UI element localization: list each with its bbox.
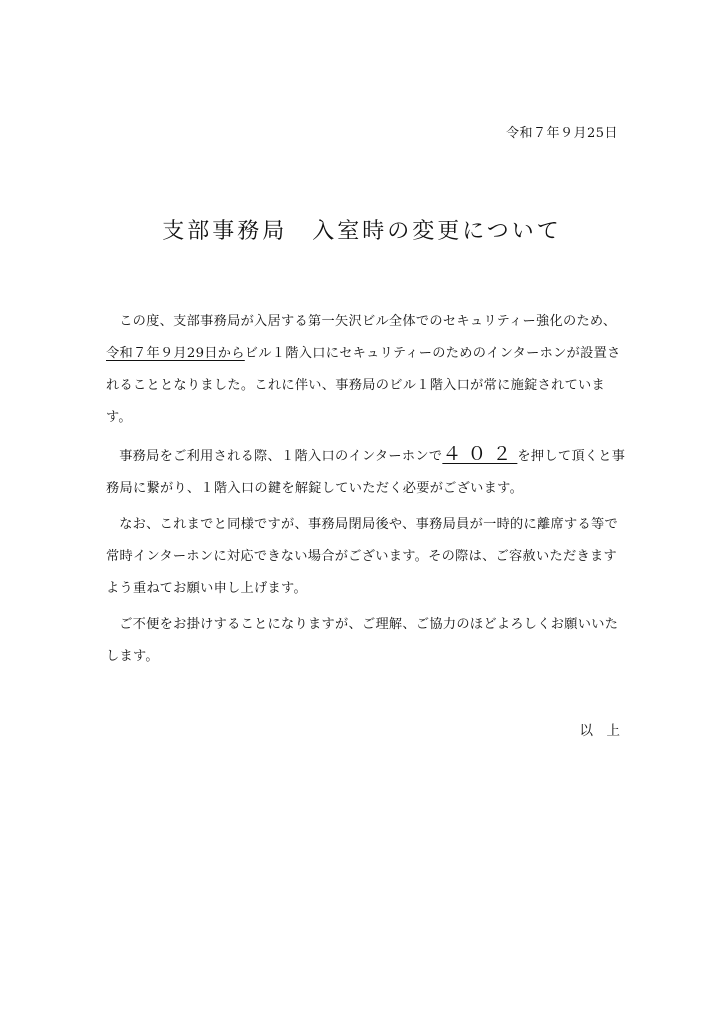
document-date: 令和７年９月25日 bbox=[505, 126, 618, 141]
paragraph-4: ご不便をお掛けすることになりますが、ご理解、ご協力のほどよろしくお願いいたします。 bbox=[106, 617, 619, 664]
document-body bbox=[106, 306, 626, 673]
closing-mark: 以 上 bbox=[579, 723, 620, 739]
intercom-room-number: ４０２ bbox=[442, 443, 518, 465]
paragraph-2-text-a: 事務局をご利用される際、１階入口のインターホンで bbox=[119, 449, 443, 464]
paragraph-1-text-a: この度、支部事務局が入居する第一矢沢ビル全体でのセキュリティー強化のため、 bbox=[119, 314, 617, 329]
paragraph-2 bbox=[106, 438, 626, 505]
paragraph-2-text-b: を押して頂くと事務局に繋がり、１階入口の鍵を解錠していただく必要がございます。 bbox=[106, 449, 626, 496]
paragraph-1 bbox=[106, 306, 626, 434]
start-date-underlined: 令和７年９月29日から bbox=[106, 346, 245, 361]
paragraph-1-text-b: ビル１階入口にセキュリティーのためのインターホンが設置されることとなりました。これに伴い、事務局のビル１階入口が常に施錠されています。 bbox=[106, 346, 621, 425]
document-title: 支部事務局 入室時の変更について bbox=[162, 219, 562, 244]
paragraph-3: なお、これまでと同様ですが、事務局閉局後や、事務局員が一時的に離席する等で常時インターホンに対応できない場合がございます。その際は、ご容赦いただきますよう重ねてお願い申し上げます。 bbox=[106, 517, 618, 596]
